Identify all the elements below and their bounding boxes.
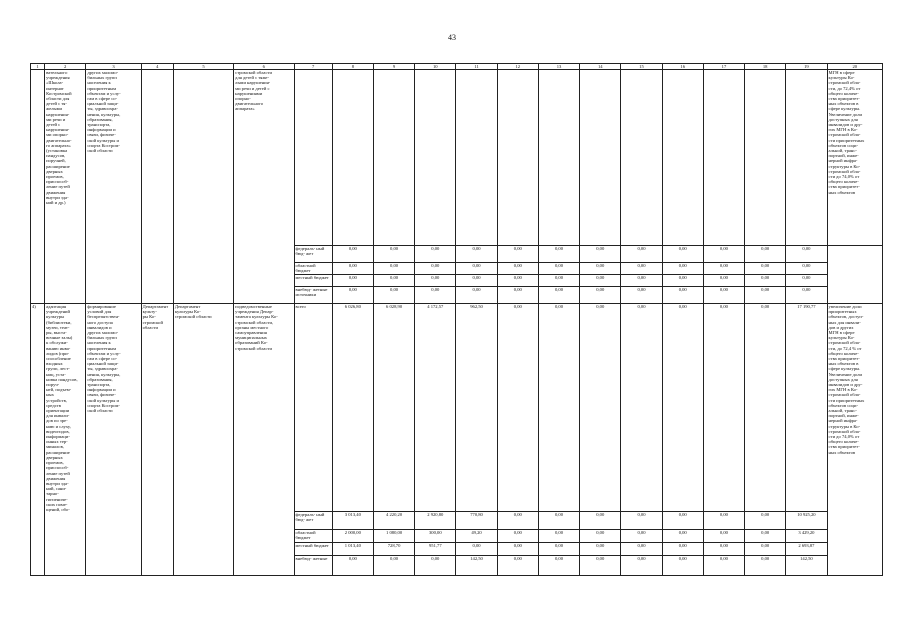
amount-cell: 1 080,00 (373, 530, 414, 543)
col-num: 1 (31, 64, 45, 70)
amount-cell: 0,00 (456, 287, 497, 304)
amount-cell: 0,00 (580, 543, 621, 556)
amount-cell: 0,00 (662, 275, 703, 287)
amount-cell: 0,00 (456, 246, 497, 263)
amount-cell: 0,00 (415, 287, 456, 304)
amount-cell: 0,00 (580, 304, 621, 512)
col-num: 20 (827, 64, 882, 70)
amount-cell: 0,00 (580, 287, 621, 304)
amount-cell: 0,00 (745, 287, 786, 304)
cell-empty (662, 70, 703, 246)
row-number: 4) (31, 304, 45, 576)
amount-cell: 0,00 (621, 287, 662, 304)
amount-cell: 0,00 (662, 512, 703, 530)
cell-result: увеличение доли приоритетных объектов, доступ- ных для инвали- дов и других МГН в сфере культуры Ко- стромской обла- сти, до 72,4 % от общего количе- ства приоритет- ных объектов в сфере культуры. Увеличение доли доступных для инвалидов и дру- гих МГН в Ко- стромской обла- сти приоритетных объектов соци- альной, транс- портной, инже- нерной инфра- структуры в Ко- стромской обла- сти до 74,0% от общего количе- ства приоритет- ных объектов (827, 304, 882, 576)
amount-cell: 0,00 (662, 246, 703, 263)
amount-cell: 0,00 (373, 556, 414, 576)
amount-cell: 6 028,90 (373, 304, 414, 512)
amount-cell: 0,00 (373, 263, 414, 275)
col-num: 6 (234, 64, 294, 70)
amount-cell: 4 172,57 (415, 304, 456, 512)
cell-executor: стромской области для детей с тяже- лыми нарушения- ми речи и детей с нарушениями опорно- двигательного аппарата» (234, 70, 294, 304)
amount-cell: 0,00 (621, 512, 662, 530)
amount-cell: 1 013,40 (332, 543, 373, 556)
col-num: 9 (373, 64, 414, 70)
amount-total-cell: 0,00 (786, 263, 827, 275)
funding-source-label: федераль- ный бюд- жет (294, 512, 332, 530)
funding-source-label: местный бюджет (294, 543, 332, 556)
amount-total-cell: 10 925,20 (786, 512, 827, 530)
amount-cell: 0,00 (745, 530, 786, 543)
cell-empty (786, 70, 827, 246)
amount-cell: 0,00 (538, 275, 579, 287)
cell-empty (31, 70, 45, 304)
col-num: 11 (456, 64, 497, 70)
col-num: 5 (173, 64, 233, 70)
cell-result: МГН в сфере культуры Ко- стромской обла- сти, до 72,4% от общего количе- ства приоритет- ных объектов в сфере культуры. Увеличение доли доступных для инвалидов и дру- гих МГН в Ко- стромской обла- сти приоритетных объектов соци- альной, транс- портной, инже- нерной инфра- структуры в Ко- стромской обла- сти до 74,0% от общего количе- ства приоритет- ных объектов (827, 70, 882, 246)
amount-cell: 0,00 (745, 556, 786, 576)
amount-cell: 0,00 (745, 304, 786, 512)
amount-total-cell: 0,00 (786, 275, 827, 287)
cell-empty (580, 70, 621, 246)
amount-cell: 0,00 (580, 275, 621, 287)
amount-total-cell: 2 693,87 (786, 543, 827, 556)
amount-cell: 2 920,80 (415, 512, 456, 530)
cell-coordinator: Департамент культуры Ко- стромской области (173, 304, 233, 576)
amount-cell: 0,00 (373, 287, 414, 304)
funding-source-label: федераль- ный бюд- жет (294, 246, 332, 263)
amount-total-cell: 0,00 (786, 246, 827, 263)
amount-cell: 0,00 (538, 512, 579, 530)
amount-cell: 0,00 (415, 246, 456, 263)
amount-cell: 0,00 (497, 512, 538, 530)
amount-cell: 0,00 (332, 287, 373, 304)
amount-cell: 142,50 (456, 556, 497, 576)
amount-cell: 0,00 (456, 275, 497, 287)
amount-cell: 6 026,80 (332, 304, 373, 512)
amount-cell: 0,00 (580, 263, 621, 275)
col-num: 17 (703, 64, 744, 70)
amount-cell: 0,00 (662, 543, 703, 556)
amount-cell: 0,00 (703, 287, 744, 304)
cell-executor: подведомственные учреждения Депар- тамента культуры Ко- стромской области, органы местного самоуправления муниципальных образований Ко- стромской области (234, 304, 294, 576)
amount-cell: 0,00 (332, 275, 373, 287)
amount-cell: 0,00 (703, 543, 744, 556)
amount-cell: 0,00 (497, 287, 538, 304)
amount-cell: 0,00 (745, 543, 786, 556)
cell-task: формирование условий для беспрепятствен- ного доступа инвалидов и других маломо- бильных групп населения к приоритетным объектам и услу- гам в сфере со- циальной защи- ты, здравоохра- нения, культуры, образования, транспорта, информации и связи, физиче- ской культуры и спорта Костром- ской области (86, 304, 141, 576)
amount-cell: 0,00 (497, 275, 538, 287)
amount-cell: 0,00 (497, 246, 538, 263)
col-num: 18 (745, 64, 786, 70)
amount-cell: 0,00 (745, 275, 786, 287)
cell-empty (538, 70, 579, 246)
cell-measure-name: вательного учреждения «Школа- интернат Костромской области для детей с тя- желыми нарушения- ми речи и детей с нарушения- ми опорно- двигательно- го аппарата» (установка пандусов, поручней, расширение дверных проемов, приспособ- ление путей движения внутри зда- ний и др.) (45, 70, 86, 304)
amount-cell: 0,00 (621, 275, 662, 287)
funding-source-label: внебюд- жетные (294, 556, 332, 576)
col-num: 7 (294, 64, 332, 70)
cell-empty (745, 70, 786, 246)
amount-cell: 0,00 (415, 556, 456, 576)
col-num: 3 (86, 64, 141, 70)
funding-source-label: областной бюджет (294, 263, 332, 275)
program-table (30, 63, 883, 576)
amount-cell: 0,00 (415, 275, 456, 287)
amount-cell: 0,00 (703, 304, 744, 512)
amount-cell: 0,00 (662, 530, 703, 543)
amount-cell: 0,00 (662, 263, 703, 275)
cell-empty (703, 70, 744, 246)
cell-empty (621, 70, 662, 246)
amount-cell: 0,00 (538, 246, 579, 263)
amount-cell: 0,00 (332, 556, 373, 576)
funding-source-label: областной бюджет (294, 530, 332, 543)
amount-cell: 0,00 (373, 275, 414, 287)
amount-cell: 2 000,00 (332, 530, 373, 543)
amount-total-cell: 0,00 (786, 287, 827, 304)
amount-cell: 0,00 (621, 530, 662, 543)
amount-cell: 951,77 (415, 543, 456, 556)
col-num: 14 (580, 64, 621, 70)
amount-cell: 0,00 (497, 556, 538, 576)
amount-cell: 0,00 (580, 246, 621, 263)
amount-cell: 0,00 (703, 556, 744, 576)
amount-cell: 0,00 (538, 556, 579, 576)
col-num: 8 (332, 64, 373, 70)
cell-empty (294, 70, 332, 246)
amount-cell: 0,00 (703, 530, 744, 543)
amount-cell: 0,00 (745, 246, 786, 263)
cell-empty (827, 246, 882, 304)
amount-cell: 0,00 (745, 263, 786, 275)
col-num: 13 (538, 64, 579, 70)
cell-empty (415, 70, 456, 246)
amount-cell: 0,00 (662, 304, 703, 512)
amount-cell: 0,00 (703, 246, 744, 263)
amount-cell: 962,50 (456, 304, 497, 512)
amount-cell: 4 220,20 (373, 512, 414, 530)
amount-cell: 0,00 (456, 543, 497, 556)
cell-empty (141, 70, 173, 304)
amount-cell: 0,00 (703, 512, 744, 530)
amount-total-cell: 142,50 (786, 556, 827, 576)
amount-cell: 0,00 (332, 263, 373, 275)
funding-source-label: всего (294, 304, 332, 512)
amount-cell: 0,00 (538, 543, 579, 556)
amount-cell: 0,00 (703, 263, 744, 275)
amount-cell: 0,00 (497, 304, 538, 512)
amount-cell: 0,00 (415, 263, 456, 275)
amount-cell: 0,00 (662, 556, 703, 576)
amount-cell: 0,00 (580, 530, 621, 543)
amount-cell: 49,20 (456, 530, 497, 543)
funding-source-label: местный бюджет (294, 275, 332, 287)
amount-cell: 0,00 (662, 287, 703, 304)
table-row (31, 304, 883, 512)
col-num: 16 (662, 64, 703, 70)
col-num: 15 (621, 64, 662, 70)
cell-empty (173, 70, 233, 304)
col-num: 10 (415, 64, 456, 70)
amount-cell: 0,00 (538, 263, 579, 275)
amount-cell: 0,00 (621, 304, 662, 512)
cell-measure-name: адаптация учреждений культуры (библиотеки, музеи, теат- ры, выста- вочные залы) к обслужи- ванию инва- лидов (при- способление входных групп, лест- ниц, уста- новка пандусов, поруч- ней, подъем- ных устройств, средств ориентации для инвали- дов по зре- нию и слуху, видеогидов, информаци- онных тер- миналов, расширение дверных проемов, приспособ- ление путей движения внутри зда- ний, сани- тарно- гигиениче- ских поме- щений, обо- (45, 304, 86, 576)
col-num: 19 (786, 64, 827, 70)
amount-cell: 0,00 (745, 512, 786, 530)
cell-responsible: Департамент культу- ры Ко- стромской области (141, 304, 173, 576)
amount-cell: 0,00 (332, 246, 373, 263)
col-num: 12 (497, 64, 538, 70)
amount-cell: 0,00 (621, 246, 662, 263)
amount-cell: 0,00 (538, 287, 579, 304)
amount-cell: 0,00 (621, 543, 662, 556)
amount-cell: 0,00 (621, 556, 662, 576)
amount-cell: 770,80 (456, 512, 497, 530)
funding-source-label: внебюд- жетные источники (294, 287, 332, 304)
amount-cell: 0,00 (497, 263, 538, 275)
amount-cell: 0,00 (538, 530, 579, 543)
cell-task: других маломо- бильных групп населения к приоритетным объектам и услу- гам в сфере со- циальной защи- ты, здравоохра- нения, культуры, образования, транспорта, информации и связи, физиче- ской культуры и спорта Костром- ской области (86, 70, 141, 304)
amount-total-cell: 3 429,20 (786, 530, 827, 543)
amount-cell: 0,00 (621, 263, 662, 275)
cell-empty (373, 70, 414, 246)
amount-cell: 0,00 (456, 263, 497, 275)
amount-cell: 0,00 (497, 530, 538, 543)
amount-cell: 0,00 (703, 275, 744, 287)
cell-empty (497, 70, 538, 246)
amount-cell: 0,00 (538, 304, 579, 512)
cell-empty (456, 70, 497, 246)
col-num: 4 (141, 64, 173, 70)
table-row (31, 70, 883, 246)
amount-cell: 300,00 (415, 530, 456, 543)
col-num: 2 (45, 64, 86, 70)
cell-empty (332, 70, 373, 246)
amount-cell: 0,00 (373, 246, 414, 263)
amount-total-cell: 17 190,77 (786, 304, 827, 512)
amount-cell: 3 013,40 (332, 512, 373, 530)
amount-cell: 0,00 (580, 512, 621, 530)
amount-cell: 0,00 (580, 556, 621, 576)
amount-cell: 0,00 (497, 543, 538, 556)
page-number: 43 (448, 33, 456, 42)
amount-cell: 728,70 (373, 543, 414, 556)
